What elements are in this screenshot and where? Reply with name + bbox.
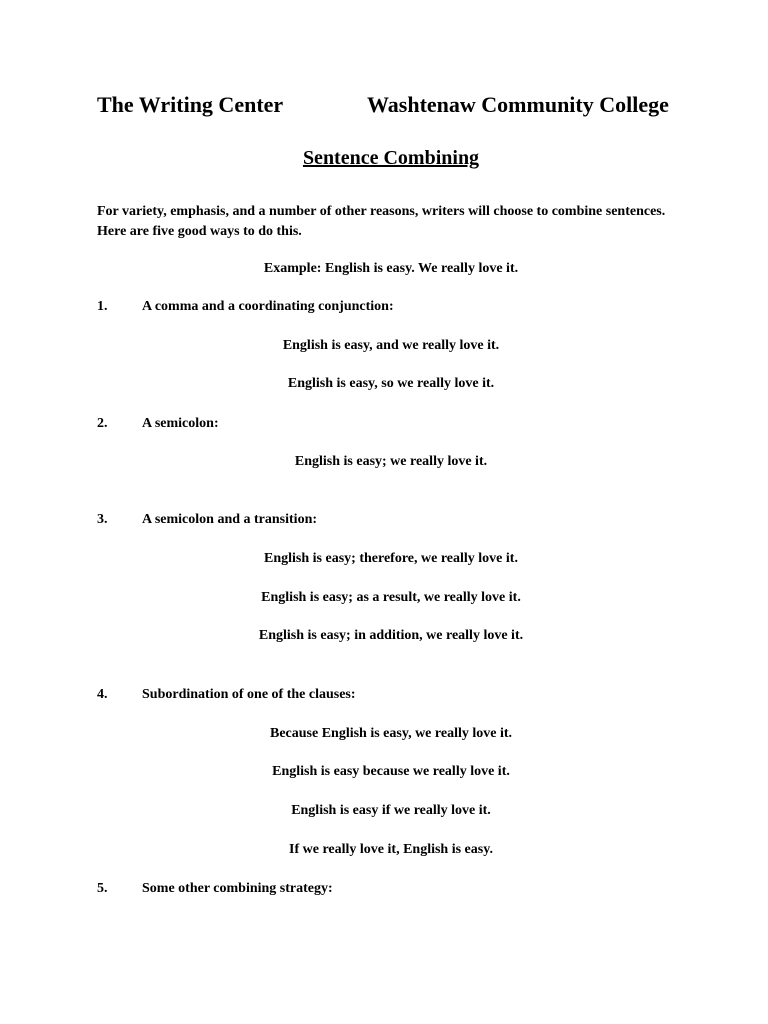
section-4-label: Subordination of one of the clauses: — [142, 687, 356, 702]
section-3-example-2: English is easy; as a result, we really love it. — [261, 590, 521, 605]
section-3-label: A semicolon and a transition: — [142, 512, 318, 527]
section-1-number: 1. — [97, 299, 108, 314]
page-title: Sentence Combining — [302, 147, 480, 169]
example-sentence: Example: English is easy. We really love it. — [263, 261, 519, 276]
college-heading: Washtenaw Community College — [367, 92, 669, 117]
section-4-example-4: If we really love it, English is easy. — [289, 842, 493, 857]
writing-center-heading: The Writing Center — [97, 92, 284, 117]
section-5-number: 5. — [97, 881, 108, 896]
intro-paragraph: For variety, emphasis, and a number of other reasons, writers will choose to combine sentences. Here are five good ways to do this. — [97, 204, 666, 239]
section-4-example-3: English is easy if we really love it. — [291, 803, 491, 818]
section-1-example-1: English is easy, and we really love it. — [282, 338, 500, 353]
section-1-example-2: English is easy, so we really love it. — [287, 376, 495, 391]
section-3-example-1: English is easy; therefore, we really love it. — [264, 551, 518, 566]
section-2-number: 2. — [97, 416, 108, 431]
section-2-example-1: English is easy; we really love it. — [294, 454, 488, 469]
section-5-label: Some other combining strategy: — [142, 881, 333, 896]
section-2-label: A semicolon: — [142, 416, 219, 431]
section-4-example-2: English is easy because we really love it. — [272, 764, 510, 779]
section-1-label: A comma and a coordinating conjunction: — [142, 299, 394, 314]
section-4-number: 4. — [97, 687, 108, 702]
section-3-example-3: English is easy; in addition, we really love it. — [258, 628, 524, 643]
section-3-number: 3. — [97, 512, 108, 527]
section-4-example-1: Because English is easy, we really love it. — [269, 726, 512, 741]
